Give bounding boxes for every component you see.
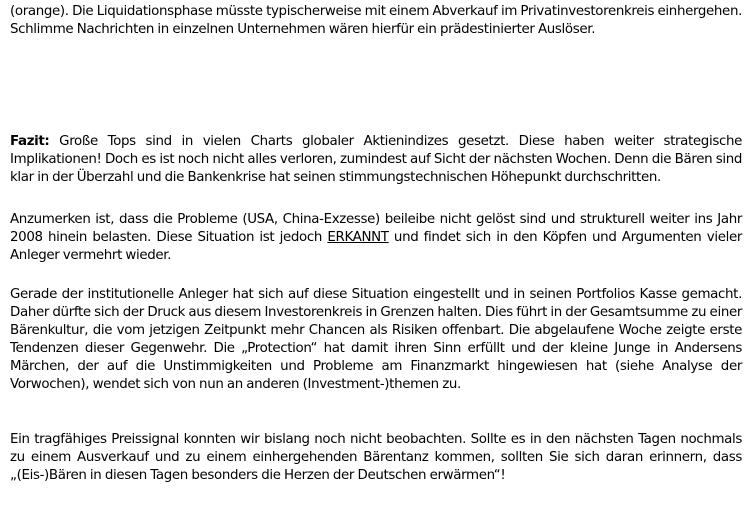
paragraph-anzumerken xyxy=(10,211,742,265)
paragraph-text: (orange). Die Liquidationsphase müsste typischerweise mit einem Abverkauf im Privatinvestorenkreis einhergehen. Schlimme Nachrichten in einzelnen Unternehmen wären hierfür ein prädestinierter Auslöser. xyxy=(10,4,742,37)
paragraph-fazit xyxy=(10,133,742,187)
paragraph-text: Ein tragfähiges Preissignal konnten wir bislang noch nicht beobachten. Sollte es in den nächsten Tagen nochmals zu einem Ausverkauf und zu einem einhergehenden Bärentanz kommen, sollten Sie sich daran erinnern, dass „(Eis-)Bären in diesen Tagen besonders die Herzen der Deutschen erwärmen“! xyxy=(10,432,742,483)
paragraph-text: Große Tops sind in vielen Charts globaler Aktienindizes gesetzt. Diese haben weiter strategische Implikationen! Doch es ist noch nicht alles verloren, zumindest auf Sicht der nächsten Wochen. Denn die Bären sind klar in der Überzahl und die Bankenkrise hat seinen stimmungstechnischen Höhepunkt durchschritten. xyxy=(10,134,742,185)
paragraph-institutional xyxy=(10,286,742,394)
paragraph-liquidation xyxy=(10,3,742,39)
paragraph-text: Gerade der institutionelle Anleger hat sich auf diese Situation eingestellt und in seinen Portfolios Kasse gemacht. Daher dürfte sich der Druck aus diesem Investorenkreis in Grenzen halten. Dies führt in der Gesamtsumme zu einer Bärenkultur, die vom jetzigen Zeitpunkt mehr Chancen als Risiken offenbart. Die abgelaufene Woche zeigte erste Tendenzen dieser Gegenwehr. Die „Protection“ hat damit ihren Sinn erfüllt und der kleine Junge in Andersens Märchen, der auf die Unstimmigkeiten und Probleme am Finanzmarkt hingewiesen hat (siehe Analyse der Vorwochen), wendet sich von nun an anderen (Investment-)themen zu. xyxy=(10,287,742,392)
emphasis-erkannt: ERKANNT xyxy=(327,230,389,245)
paragraph-text-after: und findet sich in den Köpfen und Argumenten vieler Anleger vermehrt wieder. xyxy=(10,230,743,263)
paragraph-text-before: Anzumerken ist, dass die Probleme (USA, China-Exzesse) beileibe nicht gelöst sind und strukturell weiter ins Jahr 2008 hinein belasten. Diese Situation ist jedoch xyxy=(10,212,742,245)
paragraph-preissignal xyxy=(10,431,742,485)
fazit-label: Fazit: xyxy=(10,134,50,149)
